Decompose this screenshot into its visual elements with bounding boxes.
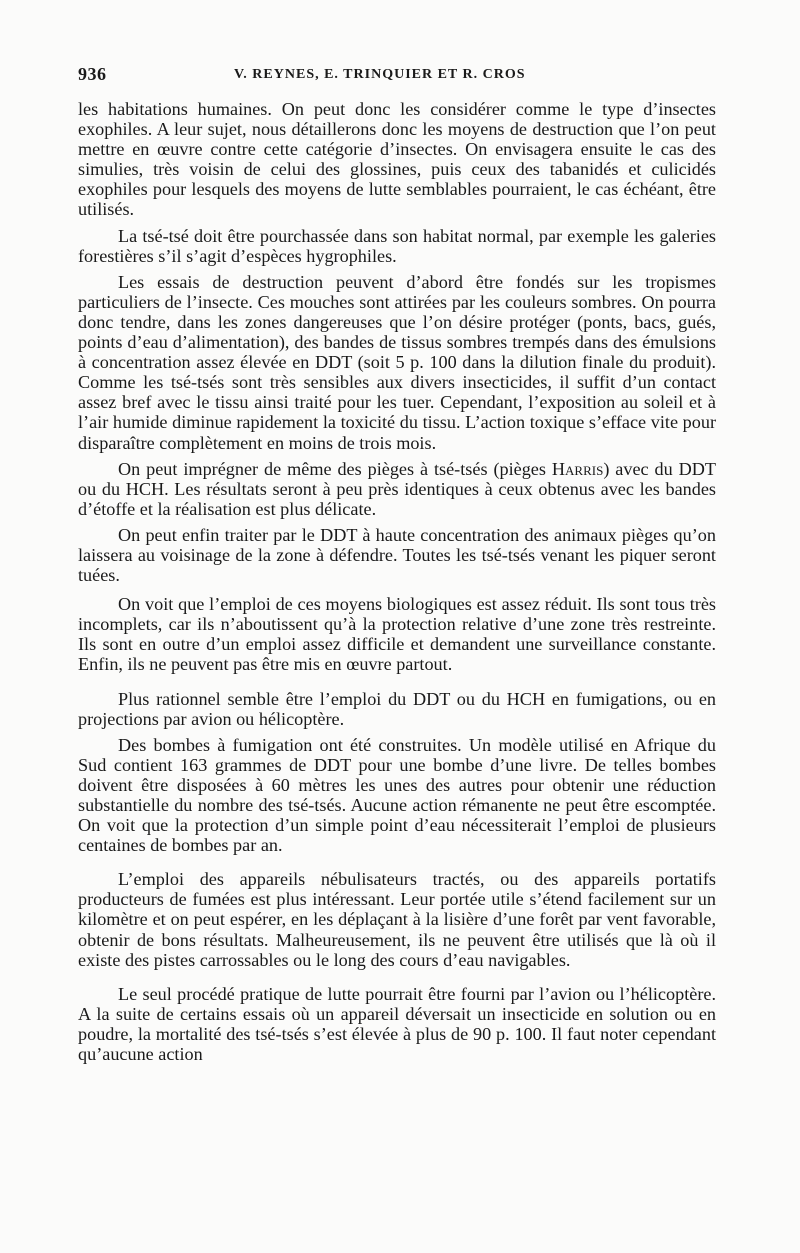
paragraph-habitat: La tsé-tsé doit être pourchassée dans son habitat normal, par exemple les galeries forestières s’il s’agit d’espèces hygrophiles. xyxy=(78,225,716,266)
paragraph-avion: Le seul procédé pratique de lutte pourrait être fourni par l’avion ou l’hélicoptère. A la suite de certains essais où un appareil déversait un insecticide en solution ou en poudre, la mortalité des tsé-tsés s’est élevée à plus de 90 p. 100. Il faut noter cependant qu’aucune action xyxy=(78,983,716,1065)
paragraph-nebulisateurs: L’emploi des appareils nébulisateurs tractés, ou des appareils portatifs producteurs de fumées est plus intéressant. Leur portée utile s’étend facilement sur un kilomètre et on peut espérer, en les déplaçant à la lisière d’une forêt par vent favorable, obtenir de bons résultats. Malheureusement, ils ne peuvent être utilisés que là où il existe des pistes carrossables ou le long des cours d’eau navigables. xyxy=(78,869,716,970)
harris-name: Harris xyxy=(551,458,604,479)
body-text xyxy=(78,99,716,1064)
paragraph-pieges-text-after: ) avec du DDT ou du HCH. Les résultats seront à peu près identiques à ceux obtenus avec les bandes d’étoffe et la réalisation est plus délicate. xyxy=(78,458,716,519)
running-head xyxy=(78,64,718,88)
paragraph-moyens-biologiques: On voit que l’emploi de ces moyens biologiques est assez réduit. Ils sont tous très incomplets, car ils n’aboutissent qu’à la protection relative d’une zone très restreinte. Ils sont en outre d’un emploi assez difficile et demandent une surveillance constante. Enfin, ils ne peuvent pas être mis en œuvre partout. xyxy=(78,594,716,675)
paragraph-bombes: Des bombes à fumigation ont été construites. Un modèle utilisé en Afrique du Sud contient 163 grammes de DDT pour une bombe d’une livre. De telles bombes doivent être disposées à 60 mètres les unes des autres pour obtenir une réduction substantielle du nombre des tsé-tsés. Aucune action rémanente ne peut être escomptée. On voit que la protection d’un simple point d’eau nécessiterait l’emploi de plusieurs centaines de bombes par an. xyxy=(78,734,716,856)
paragraph-tropismes: Les essais de destruction peuvent d’abord être fondés sur les tropismes particuliers de l’insecte. Ces mouches sont attirées par les couleurs sombres. On pourra donc tendre, dans les zones dangereuses que l’on désire protéger (ponts, bacs, gués, points d’eau d’alimentation), des bandes de tissus sombres trempés dans des émulsions à concentration assez élevée en DDT (soit 5 p. 100 dans la dilution finale du produit). Comme les tsé-tsés sont très sensibles aux divers insecticides, il suffit d’un contact assez bref avec le tissu ainsi traité pour les tuer. Cependant, l’exposition au soleil et à l’air humide diminue rapidement la toxicité du tissu. L’action toxique s’efface vite pour disparaître complètement en moins de trois mois. xyxy=(78,271,716,453)
paragraph-pieges-text-before: On peut imprégner de même des pièges à tsé-tsés (pièges xyxy=(118,458,552,479)
running-head-authors: V. REYNES, E. TRINQUIER ET R. CROS xyxy=(234,67,526,82)
paragraph-pieges xyxy=(78,459,716,519)
paragraph-fumigations: Plus rationnel semble être l’emploi du DDT ou du HCH en fumigations, ou en projections par avion ou hélicoptère. xyxy=(78,688,716,729)
paragraph-animaux-pieges: On peut enfin traiter par le DDT à haute concentration des animaux pièges qu’on laissera au voisinage de la zone à défendre. Toutes les tsé-tsés venant les piquer seront tuées. xyxy=(78,524,716,586)
paragraph-continued: les habitations humaines. On peut donc les considérer comme le type d’insectes exophiles. A leur sujet, nous détaillerons donc les moyens de destruction que l’on peut mettre en œuvre contre cette catégorie d’insectes. On envisagera ensuite le cas des simulies, très voisin de celui des glossines, puis ceux des tabanidés et culicidés exophiles pour lesquels des moyens de lutte semblables pourraient, le cas échéant, être utilisés. xyxy=(78,99,716,220)
page-number: 936 xyxy=(78,64,107,84)
